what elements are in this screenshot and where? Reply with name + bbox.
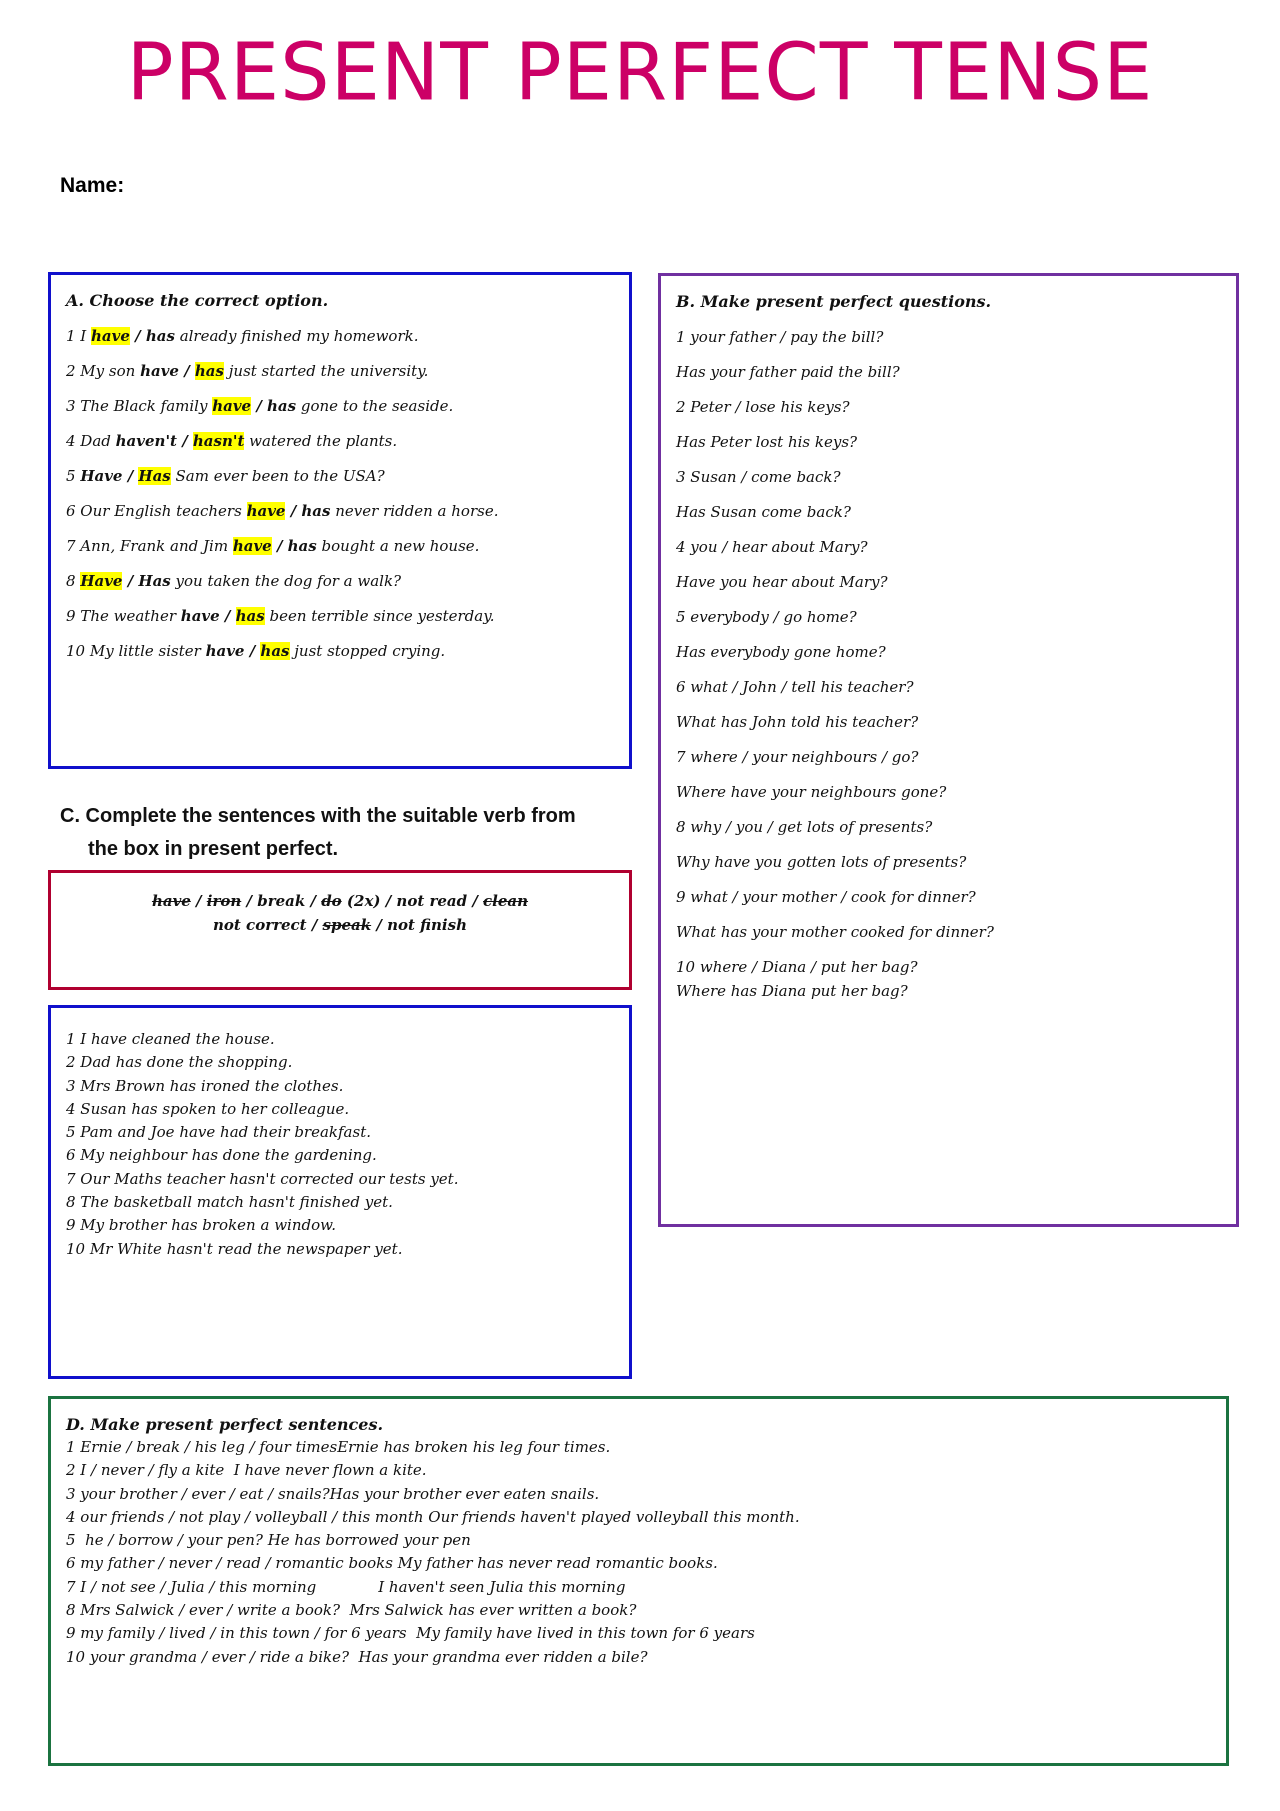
question-prompt: 2 Peter / lose his keys? — [676, 398, 850, 416]
question-answer: Why have you gotten lots of presents? — [676, 853, 967, 871]
item-prefix: 2 My son — [66, 362, 141, 380]
section-a-item — [66, 396, 619, 431]
question-prompt: 10 where / Diana / put her bag? — [676, 958, 918, 976]
question-answer: What has your mother cooked for dinner? — [676, 923, 994, 941]
item-prefix: 6 Our English teachers — [66, 502, 247, 520]
option-1: have — [180, 607, 220, 625]
word: / not finish — [371, 916, 467, 934]
word: not correct / — [213, 916, 323, 934]
question-prompt: 3 Susan / come back? — [676, 468, 841, 486]
item-rest: just started the university. — [223, 362, 429, 380]
section-a-item — [66, 431, 619, 466]
question-answer: What has John told his teacher? — [676, 713, 919, 731]
item-prefix: 5 — [66, 467, 81, 485]
option-2: has — [267, 397, 297, 415]
option-2: hasn't — [192, 432, 245, 450]
sentence-item: 2 I / never / fly a kite I have never flown a kite. — [66, 1461, 427, 1480]
answer-sentence: 10 Mr White hasn't read the newspaper yet. — [66, 1239, 403, 1258]
option-1: haven't — [115, 432, 177, 450]
sentence-item: 1 Ernie / break / his leg / four timesErnie has broken his leg four times. — [66, 1438, 611, 1456]
item-rest: never ridden a horse. — [330, 502, 499, 520]
section-d-heading: D. Make present perfect sentences. — [66, 1415, 384, 1434]
item-prefix: 10 My little sister — [66, 642, 206, 660]
item-rest: you taken the dog for a walk? — [170, 572, 402, 590]
answer-sentence: 8 The basketball match hasn't finished yet. — [66, 1193, 393, 1212]
answer-sentence: 5 Pam and Joe have had their breakfast. — [66, 1123, 371, 1142]
word: / break / — [241, 892, 322, 910]
name-label: Name: — [60, 174, 125, 197]
section-c-heading-line1: C. Complete the sentences with the suitable verb from — [60, 805, 576, 827]
answer-sentence: 7 Our Maths teacher hasn't corrected our tests yet. — [66, 1169, 459, 1188]
sentence-item: 10 your grandma / ever / ride a bike? Has your grandma ever ridden a bile? — [66, 1647, 648, 1666]
sentence-item: 6 my father / never / read / romantic books My father has never read romantic books. — [66, 1554, 718, 1573]
used-word: iron — [206, 892, 242, 910]
option-separator: / — [129, 327, 146, 345]
option-2: has — [235, 607, 265, 625]
item-prefix: 8 — [66, 572, 81, 590]
item-prefix: 3 The Black family — [66, 397, 213, 415]
answer-sentence: 3 Mrs Brown has ironed the clothes. — [66, 1076, 344, 1095]
option-separator: / — [219, 607, 236, 625]
item-prefix: 1 I — [66, 327, 92, 345]
answer-sentence: 4 Susan has spoken to her colleague. — [66, 1099, 350, 1118]
section-c-answers-box — [48, 1005, 632, 1379]
answer-sentence: 9 My brother has broken a window. — [66, 1216, 336, 1235]
section-a-heading: A. Choose the correct option. — [66, 291, 329, 310]
option-separator: / — [244, 642, 261, 660]
section-a-item — [66, 536, 619, 571]
option-separator: / — [178, 362, 195, 380]
item-prefix: 7 Ann, Frank and Jim — [66, 537, 233, 555]
item-rest: already finished my homework. — [174, 327, 419, 345]
worksheet-title: PRESENT PERFECT TENSE — [126, 27, 1154, 119]
section-a-item — [66, 466, 619, 501]
option-1: have — [140, 362, 179, 380]
item-rest: Sam ever been to the USA? — [170, 467, 385, 485]
word-box-line-1 — [51, 889, 629, 913]
item-prefix: 4 Dad — [66, 432, 116, 450]
section-a-item — [66, 606, 619, 641]
option-separator: / — [122, 467, 139, 485]
used-word: speak — [322, 916, 372, 934]
question-prompt: 4 you / hear about Mary? — [676, 538, 868, 556]
question-answer: Has Peter lost his keys? — [676, 433, 858, 451]
answer-sentence: 6 My neighbour has done the gardening. — [66, 1146, 377, 1165]
section-b-box — [658, 273, 1239, 1227]
used-word: have — [151, 892, 191, 910]
option-separator: / — [251, 397, 268, 415]
item-rest: bought a new house. — [316, 537, 480, 555]
option-2: has — [301, 502, 331, 520]
option-2: Has — [138, 467, 171, 485]
section-c-heading — [60, 800, 630, 866]
item-rest: gone to the seaside. — [296, 397, 454, 415]
used-word: clean — [483, 892, 529, 910]
item-rest: just stopped crying. — [289, 642, 446, 660]
option-2: has — [260, 642, 290, 660]
question-answer: Has Susan come back? — [676, 503, 851, 521]
question-answer: Has everybody gone home? — [676, 643, 886, 661]
option-1: have — [91, 327, 130, 345]
option-1: Have — [80, 467, 123, 485]
sentence-item: 8 Mrs Salwick / ever / write a book? Mrs Salwick has ever written a book? — [66, 1601, 637, 1620]
section-a-item — [66, 571, 619, 606]
question-prompt: 5 everybody / go home? — [676, 608, 857, 626]
question-answer: Has your father paid the bill? — [676, 363, 900, 381]
word: (2x) / not read / — [341, 892, 484, 910]
used-word: do — [321, 892, 342, 910]
option-2: has — [145, 327, 175, 345]
question-answer: Where has Diana put her bag? — [676, 982, 908, 1000]
question-answer: Where have your neighbours gone? — [676, 783, 947, 801]
option-separator: / — [285, 502, 302, 520]
sentence-item: 5 he / borrow / your pen? He has borrowed your pen — [66, 1531, 471, 1550]
sentence-item: 4 our friends / not play / volleyball / this month Our friends haven't played volleyball this month. — [66, 1507, 800, 1526]
option-2: Has — [138, 572, 171, 590]
option-1: have — [232, 537, 272, 555]
item-rest: been terrible since yesterday. — [264, 607, 495, 625]
option-2: has — [194, 362, 224, 380]
option-separator: / — [176, 432, 193, 450]
section-d-box — [48, 1396, 1229, 1766]
option-separator: / — [122, 572, 139, 590]
sentence-item: 3 your brother / ever / eat / snails?Has your brother ever eaten snails. — [66, 1484, 600, 1503]
section-b-heading: B. Make present perfect questions. — [676, 292, 992, 311]
sentence-item: 7 I / not see / Julia / this morning I haven't seen Julia this morning — [66, 1577, 626, 1596]
word: / — [190, 892, 207, 910]
question-prompt: 7 where / your neighbours / go? — [676, 748, 919, 766]
answer-sentence: 2 Dad has done the shopping. — [66, 1053, 293, 1072]
option-separator: / — [271, 537, 288, 555]
word-box — [48, 870, 632, 990]
question-answer: Have you hear about Mary? — [676, 573, 888, 591]
option-1: Have — [80, 572, 123, 590]
question-prompt: 1 your father / pay the bill? — [676, 328, 884, 346]
question-prompt: 6 what / John / tell his teacher? — [676, 678, 914, 696]
item-prefix: 9 The weather — [66, 607, 181, 625]
option-2: has — [287, 537, 317, 555]
option-1: have — [212, 397, 252, 415]
item-rest: watered the plants. — [244, 432, 398, 450]
section-a-item — [66, 641, 619, 676]
option-1: have — [246, 502, 286, 520]
word-box-line-2 — [51, 913, 629, 937]
section-a-item — [66, 501, 619, 536]
section-c-heading-line2: the box in present perfect. — [88, 838, 339, 860]
section-a-box — [48, 272, 632, 769]
sentence-item: 9 my family / lived / in this town / for 6 years My family have lived in this town for 6 years — [66, 1624, 755, 1643]
section-a-item — [66, 361, 619, 396]
section-a-item — [66, 326, 619, 361]
option-1: have — [205, 642, 245, 660]
question-prompt: 8 why / you / get lots of presents? — [676, 818, 933, 836]
answer-sentence: 1 I have cleaned the house. — [66, 1030, 275, 1048]
question-prompt: 9 what / your mother / cook for dinner? — [676, 888, 976, 906]
